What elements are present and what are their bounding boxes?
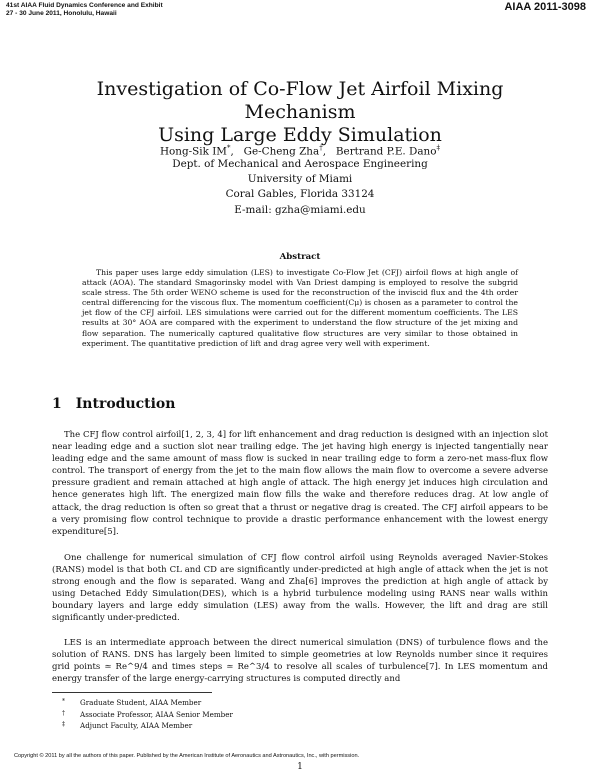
- footnote-divider: [52, 692, 212, 693]
- author-footnote-mark: ‡: [436, 144, 440, 152]
- footnotes: [62, 697, 233, 732]
- paragraph: The CFJ flow control airfoil[1, 2, 3, 4] for lift enhancement and drag reduction is designed with an injection slot near leading edge and a suction slot near trailing edge. The jet having high energy is injected tangentially near leading edge and the same amount of mass flow is sucked in near trailing edge to form a zero-net mass-flux flow control. The transport of energy from the jet to the main flow allows the main flow to overcome a severe adverse pressure gradient and remain attached at high angle of attack. The high energy jet induces high circulation and hence generates high lift. The energized main flow fills the wake and therefore reduces drag. At low angle of attack, the drag reduction is often so great that a thrust or negative drag is created. The CFJ airfoil appears to be a very promising flow control technique to provide a drastic performance enhancement with the lowest energy expenditure[5].: [52, 430, 548, 537]
- section-heading: [52, 396, 175, 412]
- paragraph: LES is an intermediate approach between the direct numerical simulation (DNS) of turbulence flows and the solution of RANS. DNS has largely been limited to simple geometries at low Reynolds number since it requires grid points ≃ Re^9/4 and times steps ≃ Re^3/4 to resolve all scales of turbulence[7]. In LES momentum and energy transfer of the large energy-carrying structures is computed directly and: [52, 638, 548, 685]
- author-name: Bertrand P.E. Dano: [335, 145, 437, 158]
- conference-dates: 27 - 30 June 2011, Honolulu, Hawaii: [6, 10, 117, 17]
- author-list: Hong-Sik IM*, Ge-Cheng Zha†, Bertrand P.E. Dano‡: [159, 144, 440, 158]
- title-line-1: Investigation of Co-Flow Jet Airfoil Mixing Mechanism: [96, 78, 504, 123]
- footnote-item: [62, 697, 233, 709]
- footnote-item: [62, 709, 233, 721]
- conference-info: [6, 2, 163, 18]
- footnote-mark: *: [62, 698, 65, 705]
- abstract-text: This paper uses large eddy simulation (LES) to investigate Co-Flow Jet (CFJ) airfoil flows at high angle of attack (AOA). The standard Smagorinsky model with Van Driest damping is employed to resolve the subgrid scale stress. The 5th order WENO scheme is used for the reconstruction of the inviscid flux and the 4th order central differencing for the viscous flux. The momentum coefficient(Cμ) is chosen as a parameter to control the jet flow of the CFJ airfoil. LES simulations were carried out for the different momentum coefficients. The LES results at 30° AOA are compared with the experiment to understand the flow structure of the jet mixing and flow separation. The numerically captured qualitative flow structures are very similar to those obtained in experiment. The quantitative prediction of lift and drag agree very well with experiment.: [82, 268, 518, 348]
- affiliation-dept: Dept. of Mechanical and Aerospace Engineering: [172, 158, 428, 170]
- footnote-mark: †: [62, 709, 65, 717]
- author-name: Ge-Cheng Zha: [243, 145, 320, 158]
- footnote-mark: ‡: [62, 721, 65, 729]
- paragraph: One challenge for numerical simulation of CFJ flow control airfoil using Reynolds averaged Navier-Stokes (RANS) model is that both CL and CD are significantly under-predicted at high angle of attack when the jet is not strong enough and the flow is separated. Wang and Zha[6] improves the prediction at high angle of attack by using Detached Eddy Simulation(DES), which is a hybrid turbulence modeling using RANS near walls within boundary layers and large eddy simulation (LES) away from the walls. However, the lift and drag are still significantly under-predicted.: [52, 553, 548, 624]
- section-number: 1: [52, 396, 62, 412]
- section-title: Introduction: [75, 396, 176, 412]
- title-line-2: Using Large Eddy Simulation: [158, 124, 442, 146]
- affiliation-university: University of Miami: [247, 173, 353, 186]
- copyright-notice: Copyright © 2011 by all the authors of this paper. Published by the American Institute of Aeronautics and Astronautics, Inc., with permission.: [14, 753, 360, 759]
- affiliation-email: E-mail: gzha@miami.edu: [234, 203, 366, 216]
- paper-number: AIAA 2011-3098: [504, 1, 586, 13]
- footnote-item: [62, 720, 233, 732]
- affiliation: [60, 157, 540, 218]
- affiliation-city: Coral Gables, Florida 33124: [225, 188, 375, 201]
- footnote-text: Associate Professor, AIAA Senior Member: [80, 709, 233, 719]
- conference-name: 41st AIAA Fluid Dynamics Conference and Exhibit: [6, 2, 163, 9]
- page-number: 1: [297, 762, 303, 772]
- footnote-text: Graduate Student, AIAA Member: [80, 698, 202, 707]
- paper-title: [40, 78, 560, 147]
- author-name: Hong-Sik IM: [159, 145, 227, 158]
- abstract-heading: Abstract: [279, 252, 321, 262]
- author-footnote-mark: *: [226, 144, 231, 152]
- footnote-text: Adjunct Faculty, AIAA Member: [80, 721, 193, 731]
- author-footnote-mark: †: [319, 144, 323, 152]
